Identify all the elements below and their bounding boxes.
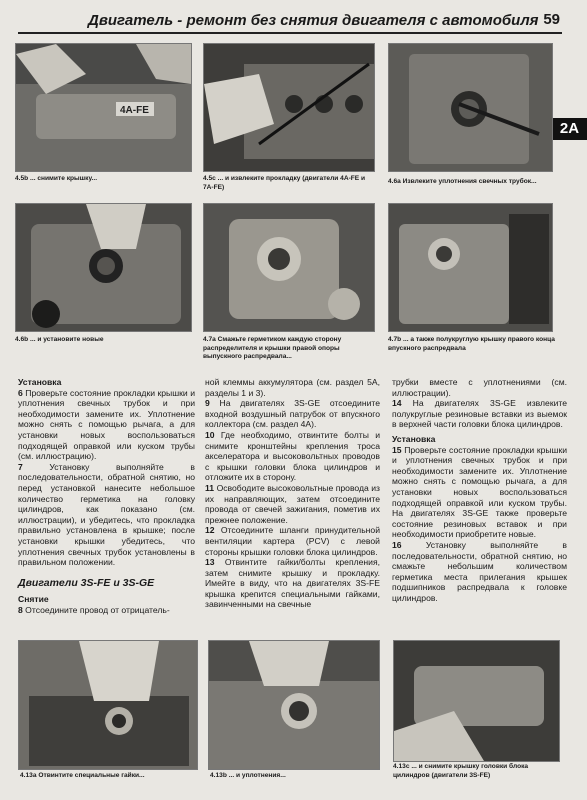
caption-4-13c: 4.13c ... и снимите крышку головки блока цилиндров (двигатели 3S-FE) xyxy=(393,763,529,779)
photo-4-13b xyxy=(208,640,380,770)
photo-4-7a xyxy=(203,203,375,332)
step-6: 6 Проверьте состояние прокладки крышки и уплотнения свечных трубок и при необходимости замените их. Уплотнение можно снять с помощью рычага, а для установки новых воспользоваться подходящей оправкой или куском трубы (см. иллюстрацию). xyxy=(18,387,195,462)
step-15: 15 Проверьте состояние прокладки крышки и уплотнения свечных трубок и при необходимости замените их. Уплотнение можно снять с помощью рычага, а для установки новых воспользоваться подходящей оправкой или куском трубы. На двигателях 3S-GE также проверьте состояние резиновых вставок и при необходимости приобретите новые. xyxy=(392,444,568,540)
step-8: 8 Отсоедините провод от отрицатель- xyxy=(18,604,170,615)
step-13: 13 Отвинтите гайки/болты крепления, затем снимите крышку и прокладку. Имейте в виду, что на двигателях 3S-FE крышка крепится специальными гайками, завинченными на свечные xyxy=(205,557,380,610)
step-11: 11 Освободите высоковольтные провода из их направляющих, затем отсоедините провода от свечей зажигания, пометив их прежнее положение. xyxy=(205,482,380,525)
photo-4-5b xyxy=(15,43,192,172)
text-column-2 xyxy=(205,377,380,610)
photo-4-6b xyxy=(15,203,192,332)
photo-4-7b xyxy=(388,203,553,332)
text-column-3 xyxy=(392,377,567,603)
heading-installation: Установка xyxy=(18,377,62,387)
heading-removal: Снятие xyxy=(18,594,49,605)
caption-4-5c: 4.5c ... и извлеките прокладку (двигатели 4A-FE и 7A-FE) xyxy=(203,175,366,191)
step-9: 9 На двигателях 3S-GE отсоедините входной воздушный патрубок от впускного коллектора (см. раздел 4A). xyxy=(205,398,380,430)
photo-4-6a xyxy=(388,43,553,172)
page-number: 59 xyxy=(543,11,560,28)
caption-4-7b: 4.7b ... а также полукруглую крышку правого конца впускного распредвала xyxy=(388,336,555,352)
photo-4-5c xyxy=(203,43,375,172)
caption-4-5b: 4.5b ... снимите крышку... xyxy=(15,175,98,182)
section-tab: 2A xyxy=(552,118,587,140)
step-10: 10 Где необходимо, отвинтите болты и снимите кронштейны крепления троса акселератора и высоковольтных проводов с крышки головки блока цилиндров и отложите их в сторону. xyxy=(205,429,381,483)
step-14: 14 На двигателях 3S-GE извлеките полукруглые резиновые вставки из выемок в верхней части головки блока цилиндров. xyxy=(392,398,567,430)
step-12: 12 Отсоедините шланги принудительной вентиляции картера (PCV) с левой стороны крышки головки блока цилиндров. xyxy=(205,525,380,557)
photo-4-13c xyxy=(393,640,560,762)
step-16: 16 Установку выполняйте в последовательности, обратной снятию, но смажьте небольшим количеством герметика места прилегания крышек подшипников распредвала к головке цилиндров. xyxy=(392,539,567,603)
heading-installation-2: Установка xyxy=(392,433,436,444)
caption-4-6b: 4.6b ... и установите новые xyxy=(15,336,104,343)
heading-engines: Двигатели 3S-FE и 3S-GE xyxy=(18,576,155,589)
text-column-1 xyxy=(18,377,195,615)
step-8-cont: ной клеммы аккумулятора (см. раздел 5A, разделы 1 и 3). xyxy=(205,377,380,398)
caption-4-13a: 4.13a Отвинтите специальные гайки... xyxy=(20,772,145,779)
page-title: Двигатель - ремонт без снятия двигателя с автомобиля xyxy=(88,12,539,29)
step-13-cont: трубки вместе с уплотнениями (см. иллюстрации). xyxy=(392,377,567,398)
engine-label-4afe: 4A-FE xyxy=(120,105,149,116)
photo-4-13a xyxy=(18,640,198,770)
caption-4-7a: 4.7a Смажьте герметиком каждую сторону распределителя и крышки правой опоры выпускного распредвала... xyxy=(203,336,342,361)
page-header xyxy=(18,8,562,34)
caption-4-13b: 4.13b ... и уплотнения... xyxy=(210,772,286,779)
step-7: 7 Установку выполняйте в последовательности, обратной снятию, но перед установкой нанесите небольшое количество герметика на головку цилиндров, как показано (см. иллюстрации), и убедитесь, что прокладка правильно установлена в крышке; после установки крышки убедитесь, что уплотнения свечных трубок установлены в правильном положении. xyxy=(18,461,195,568)
caption-4-6a: 4.6a Извлеките уплотнения свечных трубок... xyxy=(388,178,537,185)
